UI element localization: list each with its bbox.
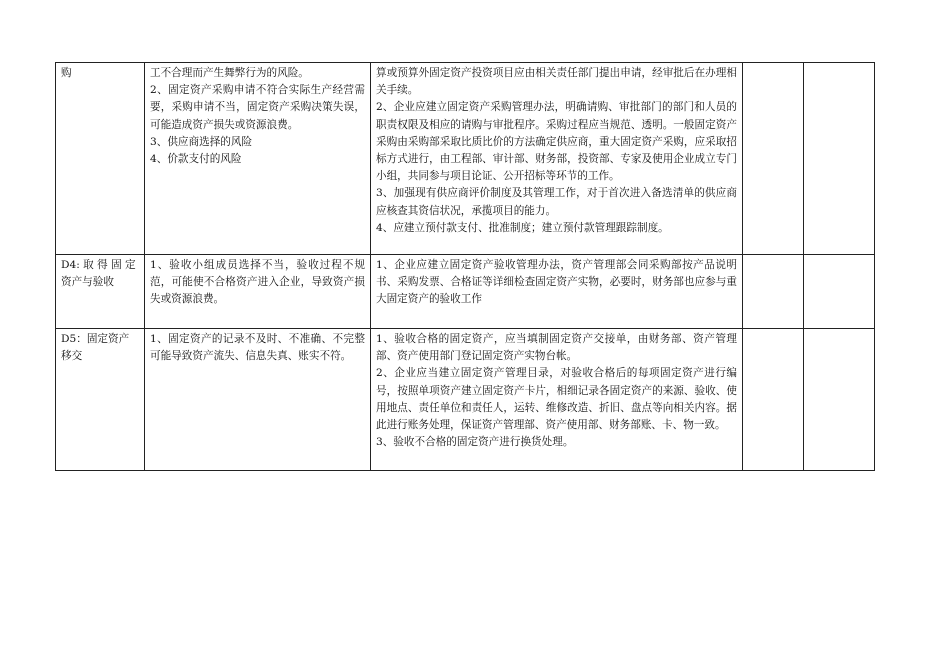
control-item: 算或预算外固定资产投资项目应由相关责任部门提出申请，经审批后在办理相关手续。 bbox=[376, 67, 737, 97]
control-item: 2、企业应建立固定资产采购管理办法，明确请购、审批部门的部门和人员的职责权限及相应的请购与审批程序。采购过程应当规范、透明。一般固定资产采购由采购部采取比质比价的方法确定供应商，重大固定资产采购，应采取招标方式进行，由工程部、审计部、财务部，投资部、专家及使用企业成立专门小组，共同参与项目论证、公开招标等环节的工作。 bbox=[376, 101, 737, 183]
control-cell bbox=[371, 63, 743, 255]
risk-item: 工不合理而产生舞弊行为的风险。 bbox=[150, 67, 309, 79]
control-cell bbox=[371, 329, 743, 471]
control-item: 1、验收合格的固定资产，应当填制固定资产交接单，由财务部、资产管理部、资产使用部门登记固定资产实物台帐。 bbox=[376, 333, 737, 363]
table-row bbox=[56, 329, 875, 471]
risk-item: 1、验收小组成员选择不当，验收过程不规范，可能使不合格资产进入企业，导致资产损失或资源浪费。 bbox=[150, 259, 365, 306]
empty-cell bbox=[804, 255, 875, 329]
stage-text: 移交 bbox=[61, 350, 83, 363]
risk-item: 1、固定资产的记录不及时、不准确、不完整可能导致资产流失、信息失真、账实不符。 bbox=[150, 333, 365, 363]
risk-cell bbox=[145, 255, 371, 329]
risk-cell bbox=[145, 329, 371, 471]
empty-cell bbox=[804, 63, 875, 255]
stage-text: D5：固定资产 bbox=[61, 333, 130, 345]
stage-text: 资产与验收 bbox=[61, 276, 114, 289]
empty-cell bbox=[743, 63, 804, 255]
control-item: 1、企业应建立固定资产验收管理办法，资产管理部会同采购部按产品说明书、采购发票、合格证等详细检查固定资产实物，必要时，财务部也应参与重大固定资产的验收工作 bbox=[376, 259, 737, 306]
empty-cell bbox=[804, 329, 875, 471]
empty-cell bbox=[743, 329, 804, 471]
risk-item: 3、供应商选择的风险 bbox=[150, 135, 253, 148]
table-row bbox=[56, 63, 875, 255]
control-item: 4、应建立预付款支付、批准制度；建立预付款管理跟踪制度。 bbox=[376, 221, 669, 234]
stage-text: D4: 取 得 固 定 bbox=[61, 259, 136, 271]
stage-cell bbox=[56, 255, 145, 329]
control-item: 2、企业应当建立固定资产管理目录，对验收合格后的每项固定资产进行编号，按照单项资产建立固定资产卡片，相细记录各固定资产的来源、验收、使用地点、责任单位和责任人，运转、维修改造、折旧、盘点等向相关内容。据此进行账务处理，保证资产管理部、资产使用部、财务部账、卡、物一致。 bbox=[376, 367, 737, 432]
empty-cell bbox=[743, 255, 804, 329]
control-matrix-table bbox=[55, 62, 875, 471]
control-item: 3、加强现有供应商评价制度及其管理工作，对于首次进入备选清单的供应商应核查其资信状况，承揽项目的能力。 bbox=[376, 187, 737, 217]
risk-item: 4、价款支付的风险 bbox=[150, 153, 242, 166]
control-item: 3、验收不合格的固定资产进行换货处理。 bbox=[376, 436, 574, 449]
risk-cell bbox=[145, 63, 371, 255]
stage-text: 购 bbox=[61, 67, 72, 79]
risk-item: 2、固定资产采购申请不符合实际生产经营需要，采购申请不当，固定资产采购决策失误，可能造成资产损失或资源浪费。 bbox=[150, 84, 365, 131]
stage-cell bbox=[56, 329, 145, 471]
stage-cell bbox=[56, 63, 145, 255]
table-row bbox=[56, 255, 875, 329]
control-cell bbox=[371, 255, 743, 329]
